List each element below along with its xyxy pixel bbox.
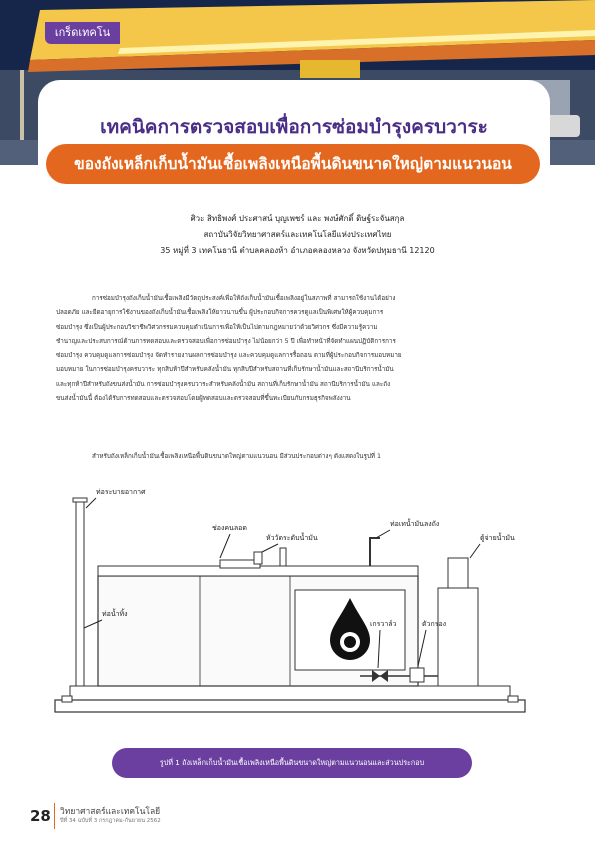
label-level-gauge: หัววัดระดับน้ำมัน bbox=[266, 534, 318, 542]
body-line: ชำนาญและประสบการณ์ด้านการทดสอบและตรวจสอบเพื่อการซ่อมบำรุง ไม่น้อยกว่า 5 ปี เพื่อทำหน้าที่จัดทำแผนปฏิบัติการการ bbox=[56, 337, 396, 345]
body-line: การซ่อมบำรุงถังเก็บน้ำมันเชื้อเพลิงมีวัตถุประสงค์เพื่อให้ถังเก็บน้ำมันเชื้อเพลิงอยู่ในสภาพที่ สามารถใช้งานได้อย่าง bbox=[92, 295, 396, 302]
label-valve: เกรวาล์ว bbox=[370, 620, 397, 628]
body-line: ซ่อมบำรุง ควบคุมดูแลการซ่อมบำรุง จัดทำรายงานผลการซ่อมบำรุง และควบคุมดูแลการรื้อถอน ตามที่ผู้ประกอบกิจการมอบหมาย bbox=[56, 352, 402, 360]
label-drain: ท่อน้ำทิ้ง bbox=[102, 610, 128, 618]
journal-issue: ปีที่ 34 ฉบับที่ 3 กรกฎาคม-กันยายน 2562 bbox=[60, 818, 161, 824]
article-title: เทคนิคการตรวจสอบเพื่อการซ่อมบำรุงครบวาระ bbox=[100, 116, 488, 138]
label-filter: ตัวกรอง bbox=[422, 620, 447, 628]
tank-diagram bbox=[40, 478, 555, 728]
figure-caption: รูปที่ 1 ถังเหล็กเก็บน้ำมันเชื้อเพลิงเหนือพื้นดินขนาดใหญ่ตามแนวนอนและส่วนประกอบ bbox=[112, 748, 472, 778]
body-line: ปลอดภัย และยืดอายุการใช้งานของถังเก็บน้ำมันเชื้อเพลิงให้ยาวนานขึ้น ผู้ประกอบกิจการควรดูแลเป็นพิเศษให้ผู้ควบคุมการ bbox=[56, 309, 384, 317]
body-line: ซ่อมบำรุง ซึ่งเป็นผู้ประกอบวิชาชีพวิศวกรรมควบคุมดำเนินการเพื่อให้เป็นไปตามกฎหมายว่าด้วยวิศวกร ซึ่งมีความรู้ความ bbox=[56, 323, 378, 331]
page-number: 28 bbox=[30, 807, 51, 825]
label-fill-pipe: ท่อเทน้ำมันลงถัง bbox=[390, 520, 440, 528]
body-paragraph-2: สำหรับถังเหล็กเก็บน้ำมันเชื้อเพลิงเหนือพื้นดินขนาดใหญ่ตามแนวนอน มีส่วนประกอบต่างๆ ดังแสดงในรูปที่ 1 bbox=[92, 453, 382, 460]
footer-divider bbox=[54, 803, 55, 829]
authors: ศิวะ สิทธิพงศ์ ประศาสน์ บุญเพชร์ และ พงษ์ศักดิ์ ดิษฐ์ระจันสกุล bbox=[190, 214, 405, 223]
address: 35 หมู่ที่ 3 เทคโนธานี ตำบลคลองห้า อำเภอคลองหลวง จังหวัดปทุมธานี 12120 bbox=[160, 246, 435, 255]
body-line: และทุกห้าปีสำหรับถังขนส่งน้ำมัน การซ่อมบำรุงครบวาระสำหรับคลังน้ำมัน สถานที่เก็บรักษาน้ำมัน สถานีบริการน้ำมัน และถัง bbox=[56, 380, 391, 388]
article-subtitle-banner: ของถังเหล็กเก็บน้ำมันเชื้อเพลิงเหนือพื้นดินขนาดใหญ่ตามแนวนอน bbox=[46, 144, 540, 184]
label-vent: ท่อระบายอากาศ bbox=[96, 488, 146, 496]
tank-diagram-svg bbox=[40, 478, 555, 728]
journal-name: วิทยาศาสตร์และเทคโนโลยี bbox=[60, 807, 161, 817]
label-dispenser: ตู้จ่ายน้ำมัน bbox=[480, 534, 515, 542]
label-manhole: ช่องคนลอด bbox=[212, 524, 247, 532]
body-paragraph-1 bbox=[56, 292, 540, 406]
section-tag: เกร็ดเทคโน bbox=[45, 22, 120, 44]
body-line: ขนส่งน้ำมันนี้ ต้องได้รับการทดสอบและตรวจสอบโดยผู้ทดสอบและตรวจสอบที่ขึ้นทะเบียนกับกรมธุรกิจพลังงาน bbox=[56, 395, 351, 403]
body-line: มอบหมาย ในการซ่อมบำรุงครบวาระ ทุกสิบห้าปีสำหรับคลังน้ำมัน ทุกสิบปีสำหรับสถานที่เก็บรักษาน้ำมันและสถานีบริการน้ำมัน bbox=[56, 366, 394, 374]
institution: สถาบันวิจัยวิทยาศาสตร์และเทคโนโลยีแห่งประเทศไทย bbox=[203, 230, 392, 239]
